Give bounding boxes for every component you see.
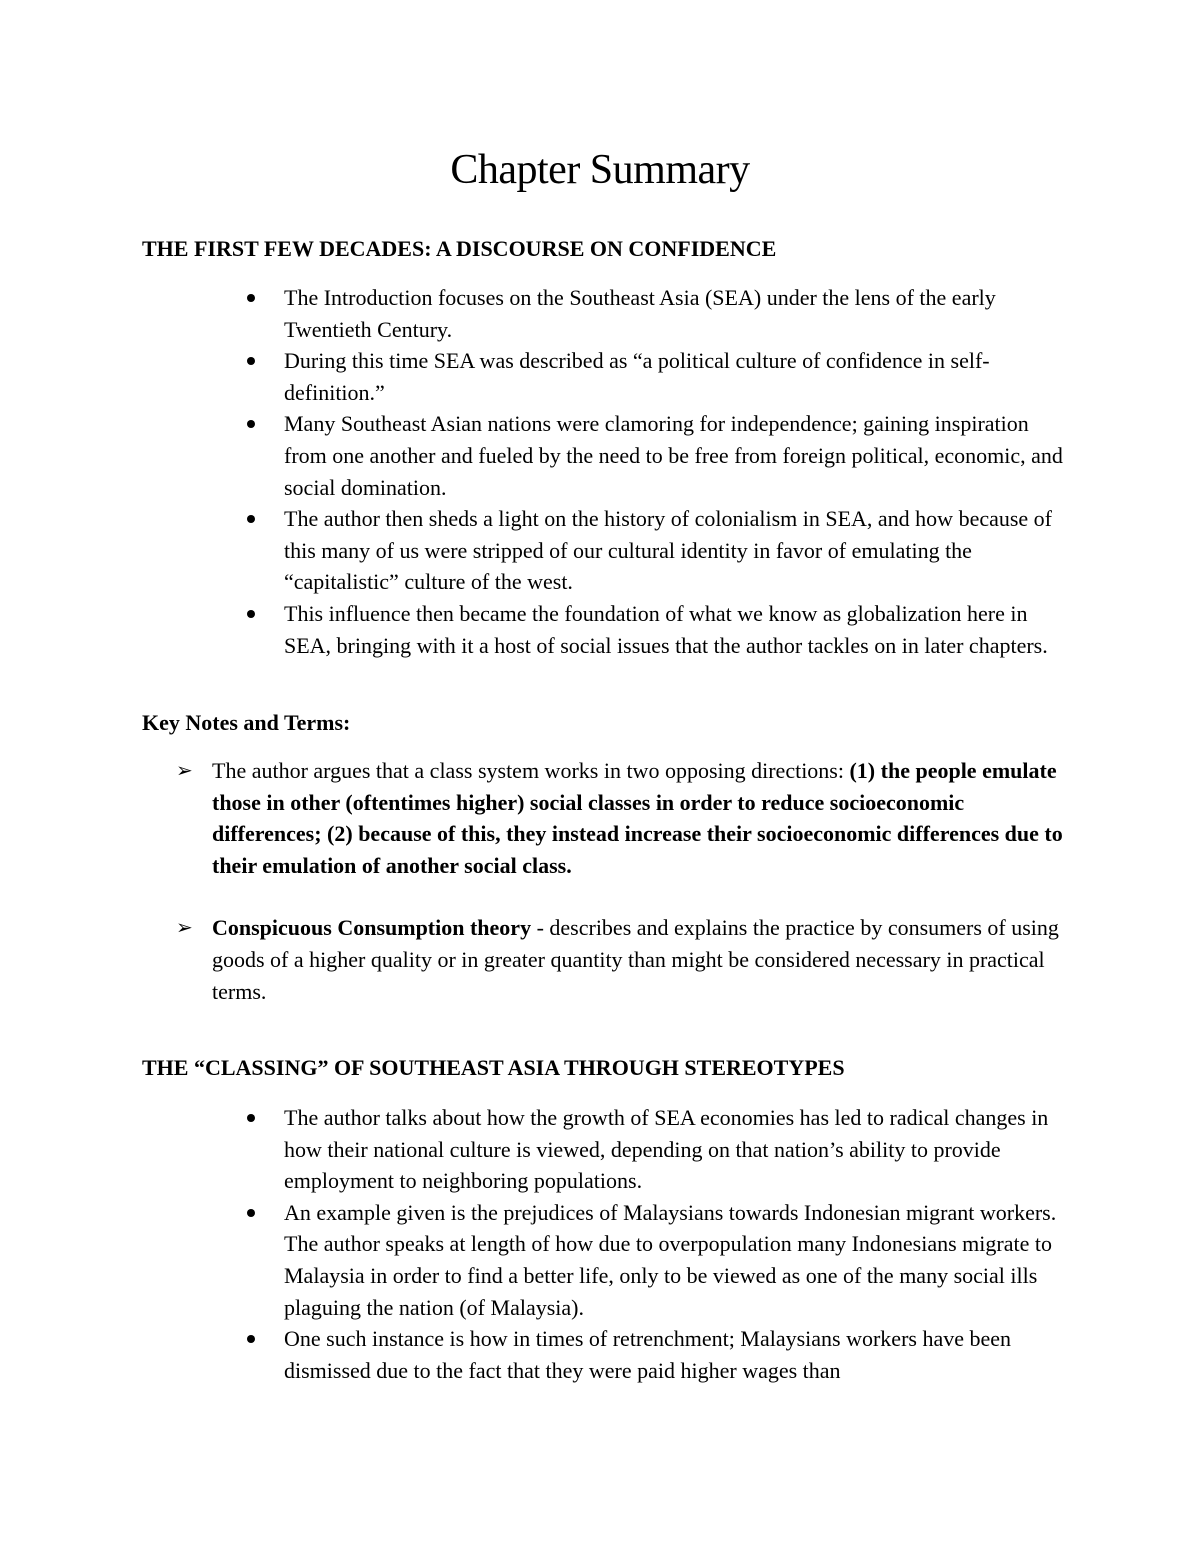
list-item: Many Southeast Asian nations were clamoring for independence; gaining inspiration from one another and fueled by the need to be free from foreign political, economic, and social domination. (0, 408, 1074, 503)
term-name: Conspicuous Consumption theory (212, 915, 532, 941)
bullet-icon (247, 420, 255, 428)
bullet-list-classing (0, 1102, 1074, 1386)
bullet-icon (247, 1114, 255, 1122)
list-item: One such instance is how in times of retrenchment; Malaysians workers have been dismissed due to the fact that they were paid higher wages than (0, 1323, 1074, 1386)
term-definition: - describes and explains the practice by consumers of using goods of a higher quality or in greater quantity than might be considered necessary in practical terms. (212, 915, 1059, 1004)
section-heading-first-decades: THE FIRST FEW DECADES: A DISCOURSE ON CONFIDENCE (142, 236, 777, 261)
list-item (0, 912, 1072, 1007)
page-title: Chapter Summary (450, 147, 750, 193)
list-item: During this time SEA was described as “a political culture of confidence in self-definition.” (0, 345, 1074, 408)
class-system-directions: (1) the people emulate those in other (oftentimes higher) social classes in order to reduce socioeconomic differences; (2) because of this, they instead increase their socioeconomic differences due to their emulation of another social class. (212, 758, 1063, 878)
list-item: This influence then became the foundation of what we know as globalization here in SEA, bringing with it a host of social issues that the author tackles on in later chapters. (0, 598, 1074, 661)
list-item: The author talks about how the growth of SEA economies has led to radical changes in how their national culture is viewed, depending on that nation’s ability to provide employment to neighboring populations. (0, 1102, 1074, 1197)
list-item: An example given is the prejudices of Malaysians towards Indonesian migrant workers. The author speaks at length of how due to overpopulation many Indonesians migrate to Malaysia in order to find a better life, only to be viewed as one of the many social ills plaguing the nation (of Malaysia). (0, 1197, 1074, 1323)
bullet-icon (247, 610, 255, 618)
list-item: The author then sheds a light on the history of colonialism in SEA, and how because of this many of us were stripped of our cultural identity in favor of emulating the “capitalistic” culture of the west. (0, 503, 1074, 598)
bullet-icon (247, 1209, 255, 1217)
class-system-intro: The author argues that a class system works in two opposing directions: (212, 758, 850, 783)
key-notes-list (0, 755, 1072, 1007)
bullet-icon (247, 357, 255, 365)
list-item (0, 755, 1072, 881)
arrow-bullet-icon: ➢ (176, 915, 193, 940)
bullet-icon (247, 294, 255, 302)
arrow-bullet-icon: ➢ (176, 758, 193, 782)
bullet-icon (247, 1335, 255, 1343)
list-item: The Introduction focuses on the Southeast Asia (SEA) under the lens of the early Twentieth Century. (0, 282, 1074, 345)
bullet-icon (247, 515, 255, 523)
bullet-list-first-decades (0, 282, 1074, 661)
key-notes-heading: Key Notes and Terms: (142, 710, 351, 735)
section-heading-classing: THE “CLASSING” OF SOUTHEAST ASIA THROUGH STEREOTYPES (142, 1055, 845, 1080)
